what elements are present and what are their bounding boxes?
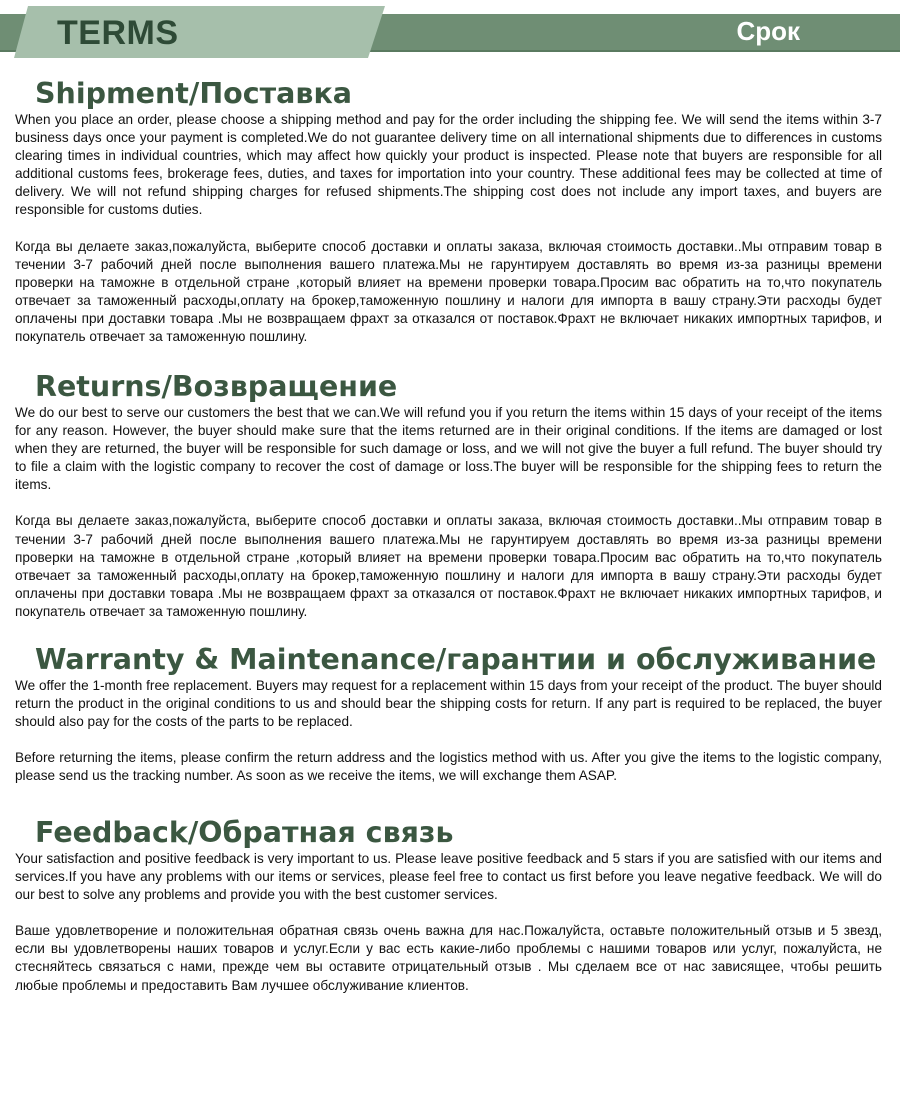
section-feedback <box>15 816 882 995</box>
section-warranty <box>15 643 882 785</box>
section-heading: Returns/Возвращение <box>35 370 398 403</box>
section-paragraph-english: We offer the 1-month free replacement. Buyers may request for a replacement within 15 days from your receipt of the product. The buyer should return the product in the original conditions to us and should bear the shipping costs for return. If any part is required to be replaced, the buyer should also pay for the costs of the parts to be replaced. <box>15 678 882 730</box>
section-heading: Warranty & Maintenance/гарантии и обслуживание <box>35 643 877 676</box>
section-paragraph-english: When you place an order, please choose a shipping method and pay for the order including the shipping fee. We will send the items within 3-7 business days once your payment is completed.We do not guarantee delivery time on all international shipments due to differences in customs clearing times in individual countries, which may affect how quickly your product is inspected. Please note that buyers are responsible for all additional customs fees, brokerage fees, duties, and taxes for importation into your country. These additional fees may be collected at time of delivery. We will not refund shipping charges for refused shipments.The shipping cost does not include any import taxes, and buyers are responsible for customs duties. <box>15 112 882 218</box>
section-heading: Feedback/Обратная связь <box>35 816 454 849</box>
section-paragraph-english-returns: Before returning the items, please confirm the return address and the logistics method with us. After you give the items to the logistic company, please send us the tracking number. As soon as we receive the items, we will exchange them ASAP. <box>15 750 882 784</box>
banner-title: TERMS <box>57 14 179 52</box>
section-paragraph-english: Your satisfaction and positive feedback is very important to us. Please leave positive feedback and 5 stars if you are satisfied with our items and services.If you have any problems with our items or services, please feel free to contact us first before you leave negative feedback. We will do our best to solve any problems and provide you with the best customer services. <box>15 851 882 903</box>
section-heading: Shipment/Поставка <box>35 77 353 110</box>
terms-banner <box>0 0 900 62</box>
section-returns <box>15 370 882 621</box>
section-shipment <box>15 77 882 346</box>
section-paragraph-russian: Когда вы делаете заказ,пожалуйста, выберите способ доставки и оплаты заказа, включая стоимость доставки..Мы отправим товар в течении 3-7 рабочий дней после выполнения вашего платежа.Мы не гарунтируем доставлять во время из-за разницы времени проверки на таможне в отдельной стране ,который влияет на времени проверки товара.Просим вас обратить на то,что покупатель отвечает за таможенный расходы,оплату на брокер,таможенную пошлину и налоги для импорта в вашу страну.Эти расходы будет оплачены при доставки товара .Мы не возвращаем фрахт за отказался от поставок.Фрахт не включает никаких импортных тарифов, и покупатель отвечает за таможенную пошлину. <box>15 513 882 619</box>
section-paragraph-russian: Когда вы делаете заказ,пожалуйста, выберите способ доставки и оплаты заказа, включая стоимость доставки..Мы отправим товар в течении 3-7 рабочий дней после выполнения вашего платежа.Мы не гарунтируем доставлять во время из-за разницы времени проверки на таможне в отдельной стране ,который влияет на времени проверки товара.Просим вас обратить на то,что покупатель отвечает за таможенный расходы,оплату на брокер,таможенную пошлину и налоги для импорта в вашу страну.Эти расходы будет оплачены при доставки товара .Мы не возвращаем фрахт за отказался от поставок.Фрахт не включает никаких импортных тарифов, и покупатель отвечает за таможенную пошлину. <box>15 238 882 345</box>
banner-title-russian: Срок <box>736 16 800 46</box>
section-paragraph-russian: Ваше удовлетворение и положительная обратная связь очень важна для нас.Пожалуйста, оставьте положительный отзыв и 5 звезд, если вы удовлетворены наших товаров и услуг.Если у вас есть какие-либо проблемы с нашими товаров или услуг, пожалуйста, не стесняйтесь связаться с нами, прежде чем вы оставите отрицательный отзыв . Мы сделаем все от нас зависящее, чтобы решить любые проблемы и предоставить Вам лучшее обслуживание клиентов. <box>15 923 882 993</box>
section-paragraph-english: We do our best to serve our customers the best that we can.We will refund you if you return the items within 15 days of your receipt of the items for any reason. However, the buyer should make sure that the items returned are in their original conditions. If the items are damaged or lost when they are returned, the buyer will be responsible for such damage or loss, and we will not give the buyer a full refund. The buyer should try to file a claim with the logistic company to recover the cost of damage or loss.The buyer will be responsible for the shipping fees to return the items. <box>15 405 882 493</box>
